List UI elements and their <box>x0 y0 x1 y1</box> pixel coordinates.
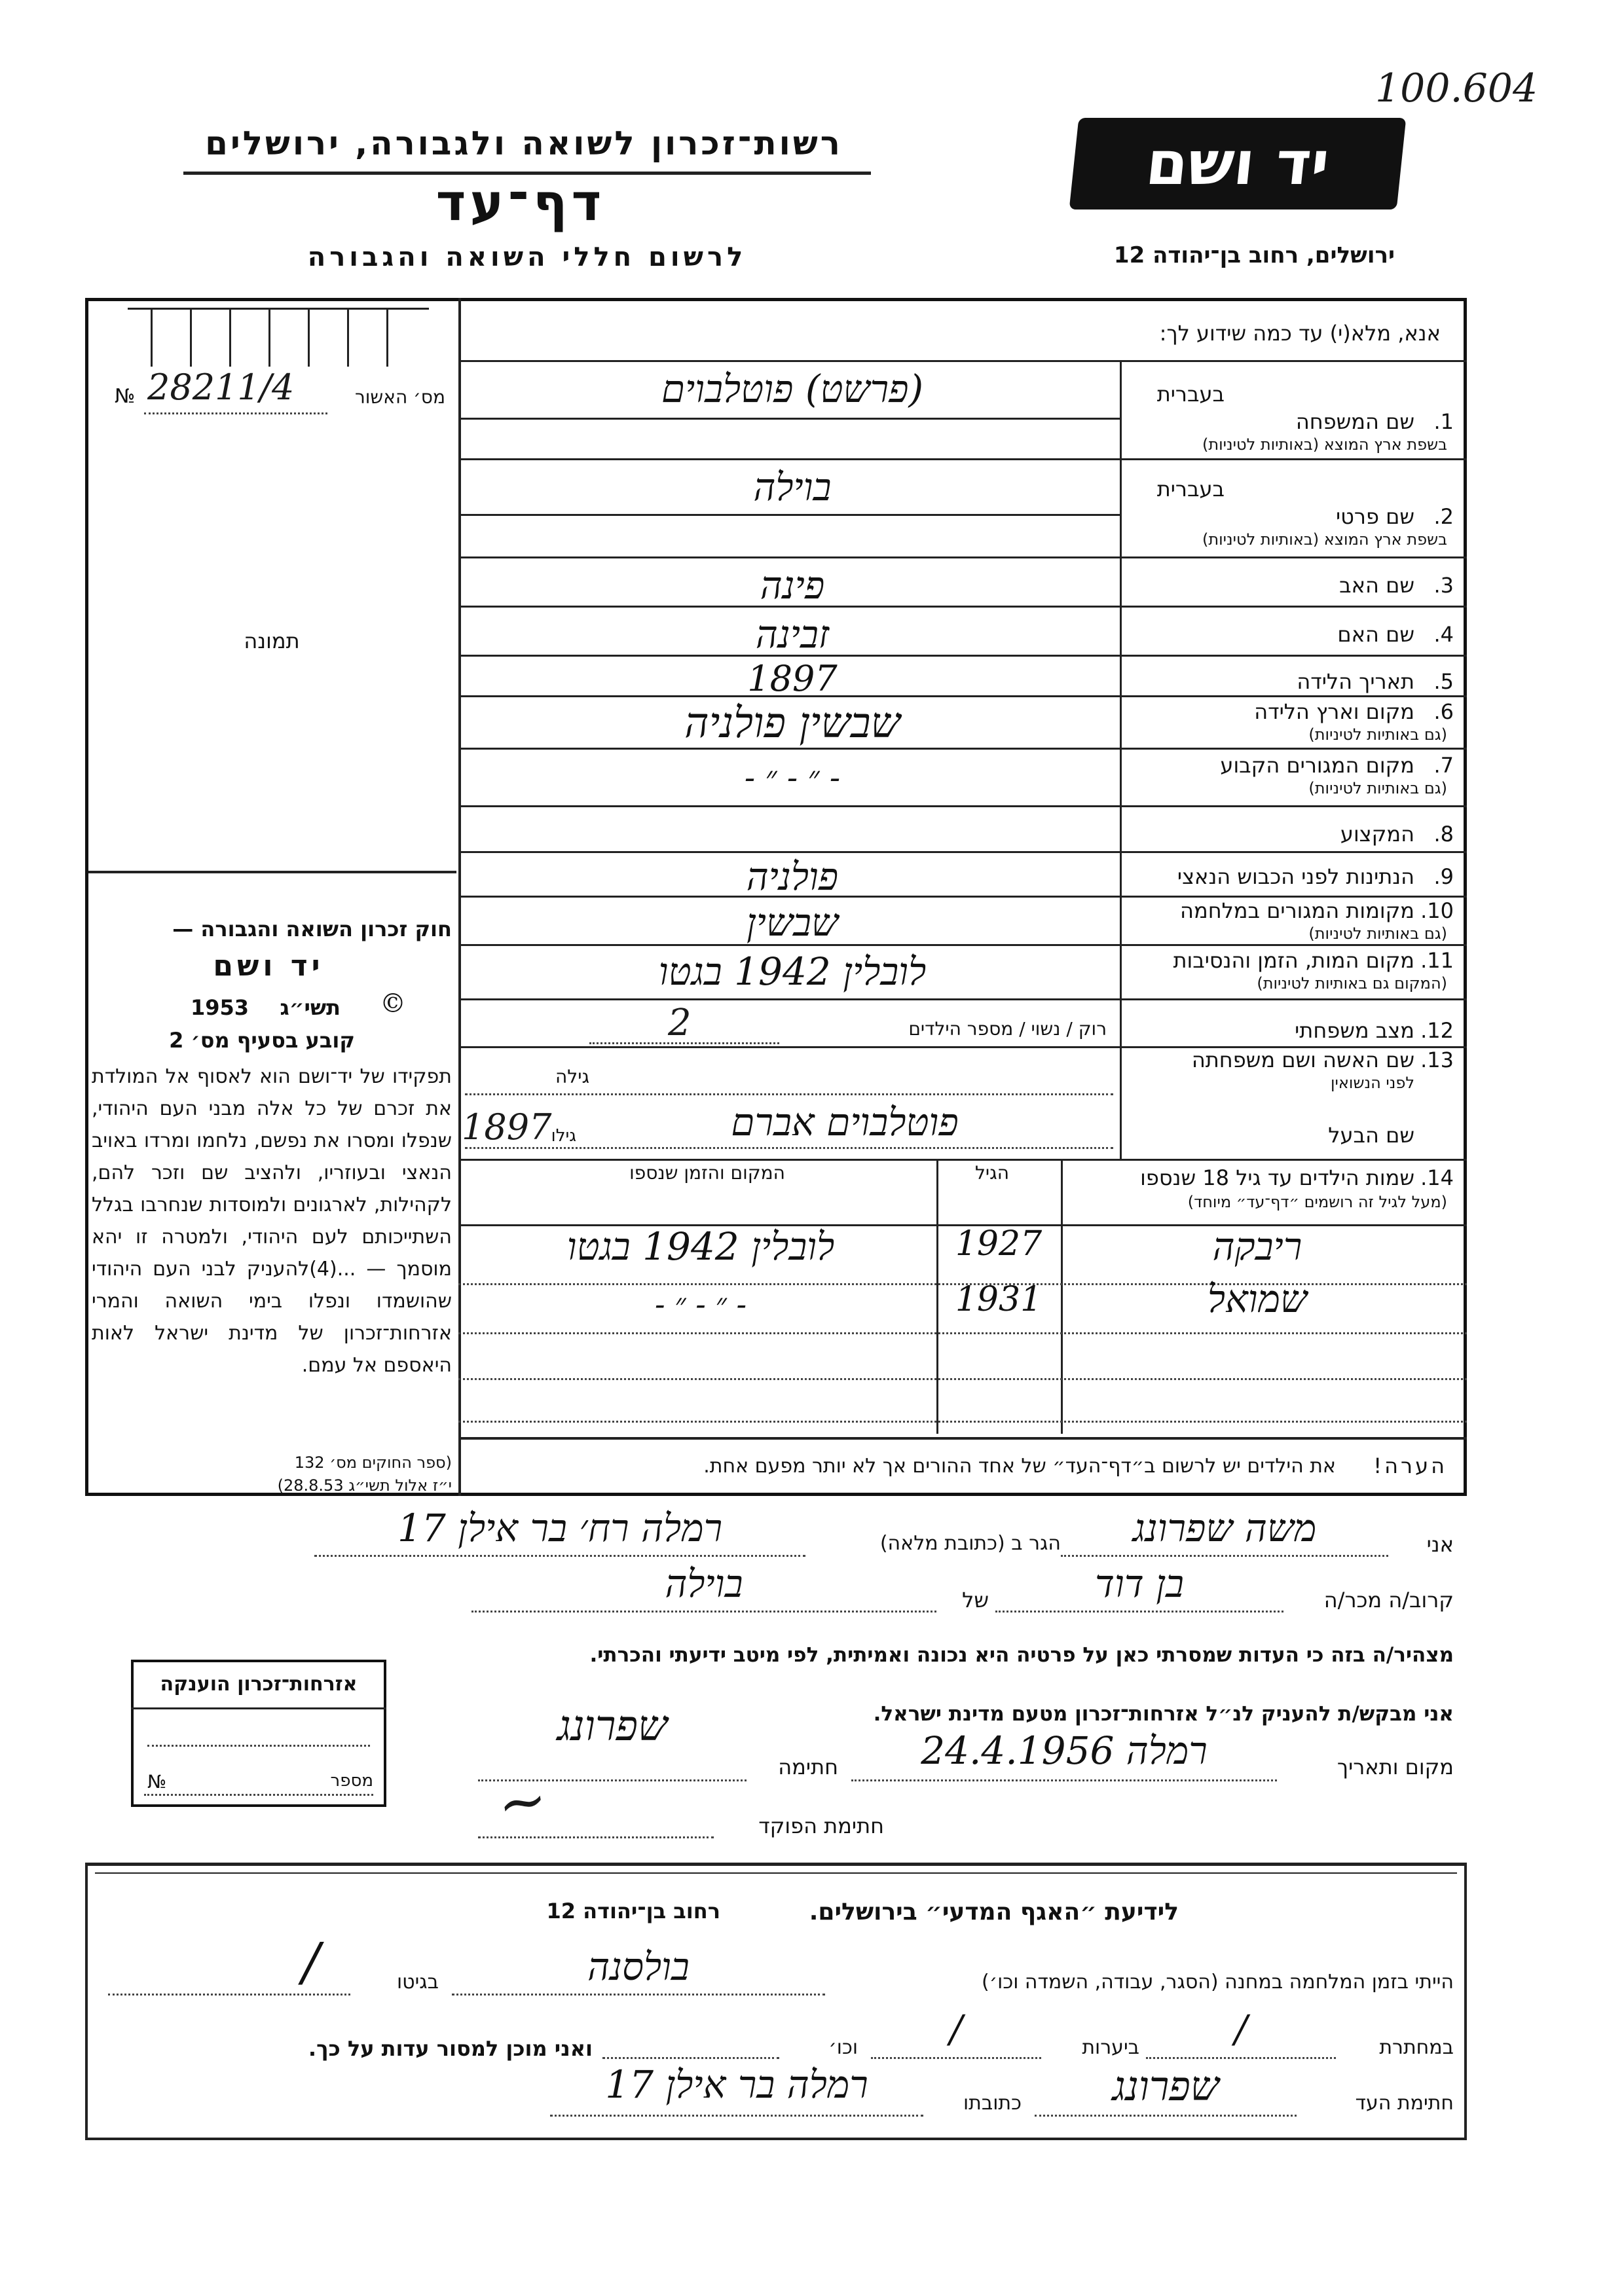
field-9-number: 9. <box>1433 864 1454 889</box>
signature-label: חתימה <box>778 1755 838 1779</box>
husband-age: 1897 <box>462 1106 552 1148</box>
field-14-label: שמות הילדים עד גיל 18 שנספו <box>1140 1165 1414 1190</box>
witness-signature-label: חתימת העד <box>1355 2092 1454 2115</box>
footer-forest-value: / <box>950 2007 963 2051</box>
children-col-place: המקום והזמן שנספו <box>629 1162 785 1184</box>
witness-signature: שפרונג <box>1112 2062 1219 2110</box>
emblem-icon: © <box>380 989 406 1019</box>
form-subtitle: לרשום חללי השואה והגבורה <box>307 242 747 272</box>
approval-number: 28211/4 <box>147 367 295 408</box>
field-7-sub: (גם באותיות לטיניות) <box>1308 779 1447 797</box>
field-11-label: מקום המות, הזמן והנסיבות <box>1173 948 1414 973</box>
field-1-value: (פרשט) פוטלבוים <box>661 367 924 411</box>
approval-cells <box>128 308 429 369</box>
field-7-value: - ״ - ״ - <box>744 759 841 796</box>
witness-address-label: כתובתו <box>963 2092 1022 2115</box>
law-title: חוק זכרון השואה והגבורה — <box>172 917 452 941</box>
place-date-label: מקום ותאריך <box>1337 1755 1454 1779</box>
husband-label: שם הבעל <box>1328 1123 1414 1148</box>
declarant-of-name: בוילה <box>665 1561 743 1606</box>
citizenship-number-prefix: № <box>147 1771 167 1793</box>
field-6-label: מקום וארץ הלידה <box>1254 699 1414 724</box>
declarant-signature: שפרונג <box>557 1702 668 1751</box>
child-2-name: שמואל <box>1207 1277 1308 1321</box>
child-1-age: 1927 <box>955 1224 1043 1264</box>
footer-ghetto-value: / <box>302 1931 320 1992</box>
field-2-value: בוילה <box>753 465 832 509</box>
field-6-number: 6. <box>1433 699 1454 724</box>
field-6-value: שבשין פולניה <box>684 699 900 748</box>
footer-underground-value: / <box>1234 2007 1247 2051</box>
intro-text: אנא, מלא(י) עד כמה שידוע לך: <box>1159 321 1441 346</box>
husband-age-label: גילו <box>551 1126 576 1146</box>
form-title: דף־עד <box>435 173 606 232</box>
field-7-number: 7. <box>1433 753 1454 778</box>
reference-number: 100.604 <box>1375 65 1538 111</box>
clerk-signature-mark: ~ <box>492 1764 553 1840</box>
footer-forest-label: ביערות <box>1082 2036 1139 2059</box>
field-6-sub: (גם באותיות לטיניות) <box>1308 725 1447 744</box>
field-5-number: 5. <box>1433 669 1454 694</box>
note-text: את הילדים יש לרשום ב״דף־העד״ של אחד ההורים אך לא יותר מפעם אחת. <box>703 1455 1336 1478</box>
field-12-number: 12. <box>1420 1018 1454 1043</box>
field-5-value: 1897 <box>747 658 838 699</box>
child-2-place: - ״ - ״ - <box>654 1286 747 1322</box>
field-9-value: פולניה <box>746 854 839 899</box>
field-12-children-count: 2 <box>668 1002 692 1044</box>
declarant-address: רמלה רח׳ בר אילן 17 <box>397 1506 723 1550</box>
approval-number-label: מס׳ האשור <box>354 386 445 408</box>
footer-heading: לידיעת ״האגף המדעי״ בירושלים. <box>809 1899 1179 1925</box>
field-8-label: המקצוע <box>1340 822 1414 847</box>
field-1-sub: בשפת ארץ המוצא (באותיות לטיניות) <box>1202 435 1447 454</box>
footer-testify-text: ואני מוכן למסור עדות על כך. <box>308 2036 593 2061</box>
photo-label: תמונה <box>244 629 300 653</box>
field-2-number: 2. <box>1433 504 1454 529</box>
field-7-label: מקום המגורים הקבוע <box>1220 753 1414 778</box>
field-13-age-label: גילה <box>555 1066 589 1087</box>
law-ref-2: י״ז אלול תשי״ג 28.8.53) <box>277 1476 452 1495</box>
header-address: ירושלים, רחוב בן־יהודה 12 <box>1113 242 1395 268</box>
law-ref-1: (ספר החוקים מס׳ 132 <box>294 1453 452 1472</box>
footer-ghetto-label: בגיטו <box>396 1971 439 1994</box>
declarant-lives-label: הגר ב (כתובת מלאה) <box>879 1532 1061 1555</box>
field-11-sub: (המקום גם באותיות לטיניות) <box>1257 974 1447 993</box>
child-1-place: לובלין 1942 בגטו <box>566 1224 835 1269</box>
field-10-number: 10. <box>1420 898 1454 923</box>
field-1-number: 1. <box>1433 409 1454 434</box>
declarant-statement: מצהיר/ה בזה כי העדות שמסרתי כאן על פרטיה היא נכונה ואמיתית, לפי מיטב ידיעתי והכרתי. <box>589 1643 1454 1667</box>
field-2-label: שם פרטי <box>1335 504 1414 529</box>
declarant-i-label: אני <box>1426 1532 1454 1557</box>
field-13-sub: לפני הנשואין <box>1330 1074 1414 1092</box>
organization-name: רשות־זכרון לשואה ולגבורה, ירושלים <box>205 124 843 162</box>
place-date-value: רמלה 24.4.1956 <box>921 1728 1208 1773</box>
witness-address: רמלה בר אילן 17 <box>605 2062 868 2107</box>
field-1-label: שם המשפחה <box>1295 409 1414 434</box>
footer-camp-label: הייתי בזמן המלחמה במחנה (הסגר, עבודה, השמדה וכו׳) <box>981 1971 1454 1994</box>
child-2-age: 1931 <box>955 1280 1043 1319</box>
field-12-label: מצב משפחתי <box>1295 1018 1414 1043</box>
field-4-label: שם האם <box>1337 622 1414 647</box>
husband-name: פוטלבוים אברם <box>731 1100 959 1144</box>
field-13-label: שם האשה ושם משפחתה <box>1191 1048 1414 1072</box>
field-2-hebrew-tag: בעברית <box>1156 477 1225 501</box>
field-10-sub: (גם באותיות לטיניות) <box>1308 924 1447 943</box>
children-col-age: הגיל <box>974 1162 1009 1184</box>
declarant-name: משה שפרונג <box>1132 1506 1317 1550</box>
field-11-number: 11. <box>1420 948 1454 973</box>
field-8-number: 8. <box>1433 822 1454 847</box>
declarant-request: אני מבקש/ת להעניק לנ״ל אזרחות־זכרון מטעם מדינת ישראל. <box>873 1702 1454 1726</box>
field-1-hebrew-tag: בעברית <box>1156 382 1225 407</box>
field-4-number: 4. <box>1433 622 1454 647</box>
note-label: הערה! <box>1373 1453 1447 1478</box>
field-4-value: זבינה <box>755 612 830 657</box>
law-clause: קובע בסעיף מס׳ 2 <box>169 1028 355 1053</box>
field-10-label: מקומות המגורים במלחמה <box>1180 898 1414 923</box>
field-3-value: פינה <box>760 563 825 608</box>
field-14-sub: (מעל לגיל זה רושמים ״דף־עד״ מיוחד) <box>1187 1193 1447 1211</box>
footer-camp-value: בולסנה <box>587 1944 690 1989</box>
field-3-label: שם האב <box>1339 573 1414 598</box>
field-11-value: לובלין 1942 בגטו <box>658 949 927 994</box>
field-3-number: 3. <box>1433 573 1454 598</box>
law-text: תפקידו של יד־ושם הוא לאסוף אל המולדת את זכרם של כל אלה מבני העם היהודי, שנפלו ומסרו את נפשם, נלחמו ומרדו באויב הנאצי ובעוזריו, ולהציב שם וזכר להם, לקהילות, לארגונים ולמוסדות שנחרבו בגלל השתייכותם לעם היהודי, ולמטרה זו יהא מוסמך — ...(4)להעניק לבני העם היהודי שהושמדו ונפלו בימי השואה והמרי אזרחות־זכרון של מדינת ישראל לאות היאספם אל עמם. <box>92 1065 452 1377</box>
intro-line <box>458 360 1467 362</box>
law-year: 1953 <box>190 995 249 1020</box>
field-12-status-options: רוק / נשוי / מספר הילדים <box>908 1018 1107 1040</box>
declarant-relation: בן דוד <box>1095 1561 1184 1606</box>
label-column-divider <box>1120 360 1122 1159</box>
citizenship-number-label: מספר <box>330 1771 373 1791</box>
field-14-number: 14. <box>1420 1165 1454 1190</box>
yad-vashem-logo: יד ושם <box>1069 118 1407 210</box>
footer-address: רחוב בן־יהודה 12 <box>546 1899 720 1923</box>
field-5-label: תאריך הלידה <box>1297 669 1414 694</box>
law-year-heb: תשי״ג <box>280 995 341 1020</box>
footer-etc-label: וכו׳ <box>828 2036 858 2059</box>
citizenship-box-title: אזרחות־זכרון הוענקה <box>160 1673 358 1696</box>
field-13-number: 13. <box>1420 1048 1454 1072</box>
field-10-value: שבשין <box>746 900 839 945</box>
approval-prefix: № <box>115 385 136 408</box>
clerk-signature-label: חתימת הפוקד <box>758 1813 884 1838</box>
field-9-label: הנתינות לפני הכבוש הנאצי <box>1177 864 1414 889</box>
footer-underground-label: במחתרת <box>1379 2036 1454 2059</box>
law-logo: יד ושם <box>213 949 324 983</box>
footer-top-border <box>85 1863 1467 1866</box>
declarant-relative-label: קרוב/ה מכר/ה <box>1323 1588 1454 1613</box>
declarant-of-label: של <box>962 1588 989 1613</box>
field-2-sub: בשפת ארץ המוצא (באותיות לטיניות) <box>1202 530 1447 549</box>
child-1-name: ריבקה <box>1212 1224 1302 1269</box>
